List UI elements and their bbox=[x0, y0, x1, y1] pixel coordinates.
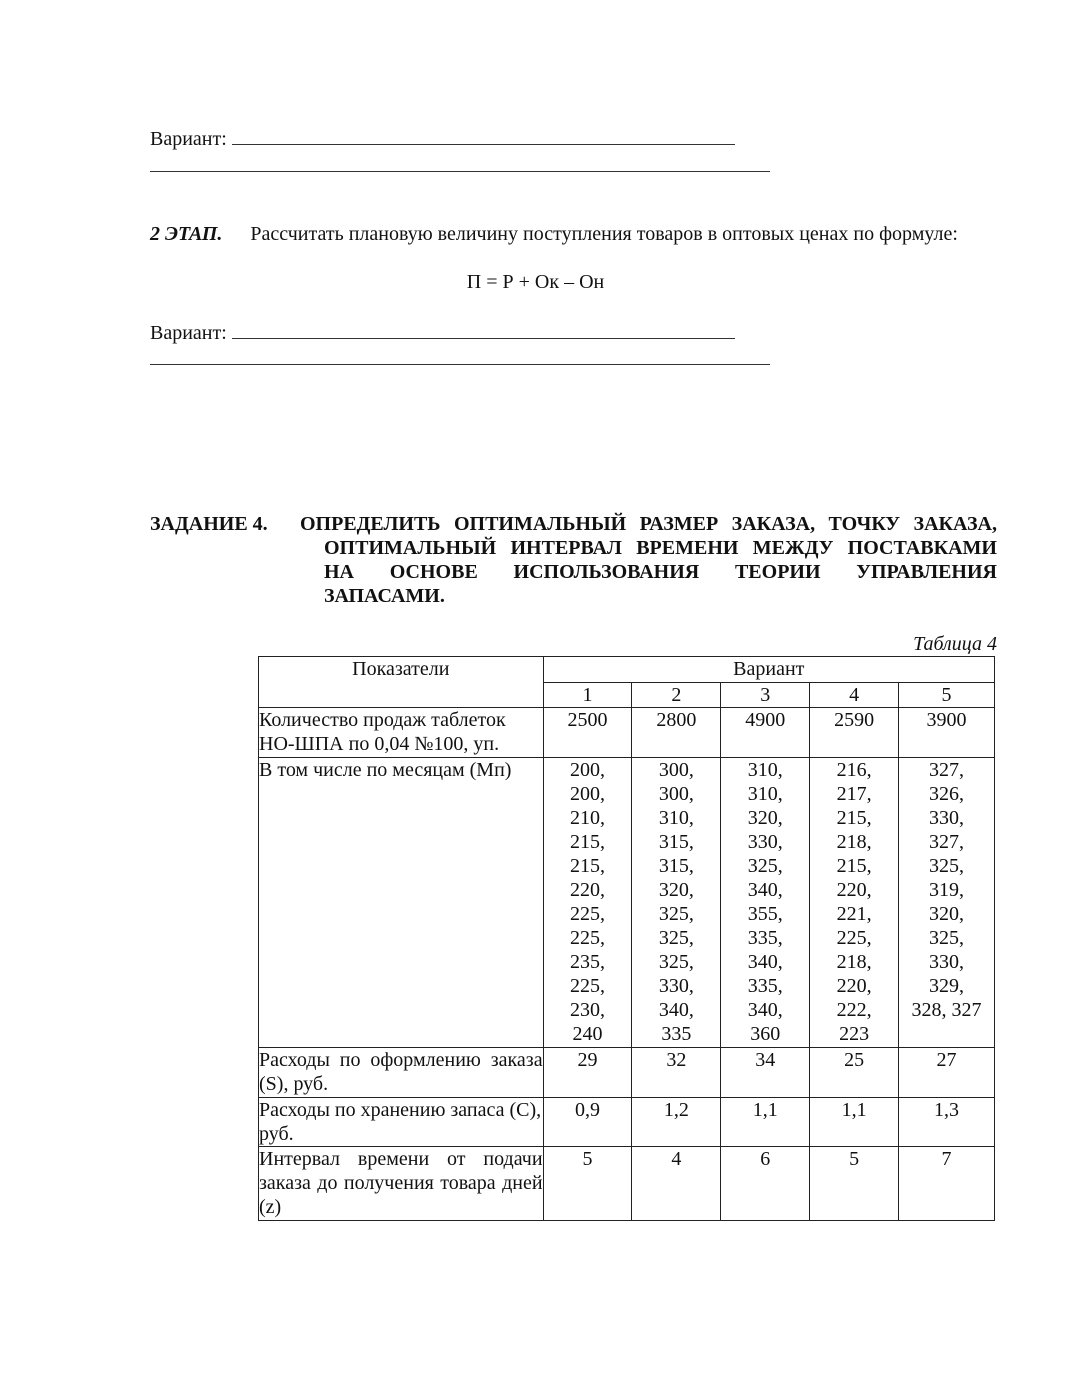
variant-continuation-line bbox=[150, 171, 770, 172]
table-cell: 1,3 bbox=[899, 1098, 995, 1147]
table-cell: 310, 310, 320, 330, 325, 340, 355, 335, 340, 335, 340, 360 bbox=[721, 758, 810, 1048]
table-header-row bbox=[259, 657, 995, 683]
table-cell: 327, 326, 330, 327, 325, 319, 320, 325, 330, 329, 328, 327 bbox=[899, 758, 995, 1048]
task4-label: ЗАДАНИЕ 4. bbox=[150, 513, 268, 535]
table-cell: 6 bbox=[721, 1147, 810, 1221]
table-row bbox=[259, 1147, 995, 1221]
variant-blank[interactable] bbox=[232, 126, 735, 145]
row-label: Расходы по оформлению заказа (S), руб. bbox=[259, 1048, 544, 1098]
row-label: Интервал времени от подачи заказа до получения товара дней (z) bbox=[259, 1147, 544, 1221]
row-label: Расходы по хранению запаса (С), руб. bbox=[259, 1099, 542, 1145]
variant-blank[interactable] bbox=[232, 320, 735, 339]
table-cell: 216, 217, 215, 218, 215, 220, 221, 225, 218, 220, 222, 223 bbox=[810, 758, 899, 1048]
task4-line: ОПРЕДЕЛИТЬ ОПТИМАЛЬНЫЙ РАЗМЕР ЗАКАЗА, ТОЧКУ ЗАКАЗА, bbox=[300, 513, 997, 535]
table-cell: 4900 bbox=[721, 708, 810, 758]
table-cell: 32 bbox=[632, 1048, 721, 1098]
inventory-table bbox=[258, 656, 995, 1221]
stage2-formula: П = Р + Ок – Он bbox=[466, 271, 605, 293]
table-cell: 25 bbox=[810, 1048, 899, 1098]
table-cell: 29 bbox=[543, 1048, 632, 1098]
stage2-title: 2 ЭТАП. bbox=[150, 223, 223, 245]
table-cell: 2590 bbox=[810, 708, 899, 758]
stage2-heading bbox=[150, 222, 958, 246]
task4-line: ЗАПАСАМИ. bbox=[324, 585, 445, 607]
task4-line: ОПТИМАЛЬНЫЙ ИНТЕРВАЛ ВРЕМЕНИ МЕЖДУ ПОСТАВКАМИ bbox=[324, 537, 997, 559]
table-cell: 300, 300, 310, 315, 315, 320, 325, 325, 325, 330, 340, 335 bbox=[632, 758, 721, 1048]
table-cell: 1,1 bbox=[810, 1098, 899, 1147]
row-label: В том числе по месяцам (Мп) bbox=[259, 758, 544, 1048]
table-cell: 2800 bbox=[632, 708, 721, 758]
header-variant: Вариант bbox=[543, 657, 994, 683]
stage2-text: Рассчитать плановую величину поступления товаров в оптовых ценах по формуле: bbox=[250, 223, 958, 245]
variant-line-2 bbox=[150, 320, 735, 344]
variant-number: 3 bbox=[721, 683, 810, 708]
variant-line-1 bbox=[150, 126, 735, 150]
table-row bbox=[259, 758, 995, 1048]
variant-label: Вариант: bbox=[150, 128, 227, 150]
table-cell: 4 bbox=[632, 1147, 721, 1221]
table-cell: 0,9 bbox=[543, 1098, 632, 1147]
task4-line: НА ОСНОВЕ ИСПОЛЬЗОВАНИЯ ТЕОРИИ УПРАВЛЕНИЯ bbox=[324, 561, 997, 583]
task4-heading bbox=[300, 512, 997, 608]
table-cell: 200, 200, 210, 215, 215, 220, 225, 225, 235, 225, 230, 240 bbox=[543, 758, 632, 1048]
table-cell: 7 bbox=[899, 1147, 995, 1221]
table-cell: 5 bbox=[810, 1147, 899, 1221]
table-cell: 3900 bbox=[899, 708, 995, 758]
variant-label: Вариант: bbox=[150, 322, 227, 344]
table-row bbox=[259, 1098, 995, 1147]
table-cell: 1,1 bbox=[721, 1098, 810, 1147]
variant-number: 5 bbox=[899, 683, 995, 708]
table-row bbox=[259, 708, 995, 758]
variant-continuation-line bbox=[150, 364, 770, 365]
table-cell: 5 bbox=[543, 1147, 632, 1221]
table-cell: 2500 bbox=[543, 708, 632, 758]
table-cell: 27 bbox=[899, 1048, 995, 1098]
table-cell: 34 bbox=[721, 1048, 810, 1098]
variant-number: 2 bbox=[632, 683, 721, 708]
variant-number: 1 bbox=[543, 683, 632, 708]
table-caption: Таблица 4 bbox=[913, 633, 997, 655]
variant-number: 4 bbox=[810, 683, 899, 708]
table-cell: 1,2 bbox=[632, 1098, 721, 1147]
table-row bbox=[259, 1048, 995, 1098]
header-indicators: Показатели bbox=[259, 657, 544, 708]
row-label: Количество продаж таблеток НО-ШПА по 0,04 №100, уп. bbox=[259, 708, 544, 758]
